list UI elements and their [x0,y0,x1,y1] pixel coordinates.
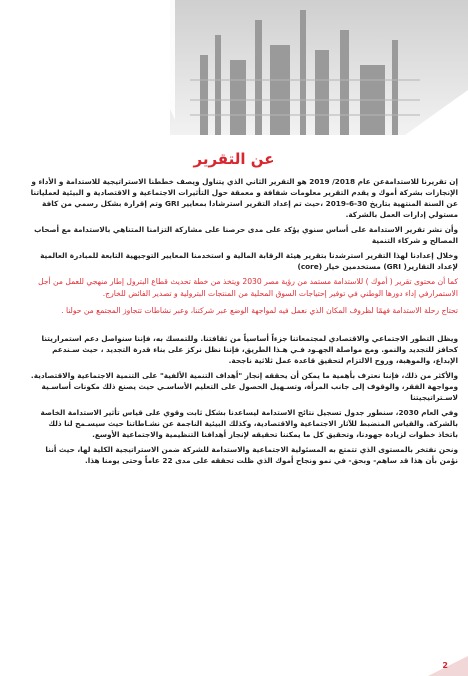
page-title: عن التقرير [193,150,275,168]
highlight-paragraph: تحتاج رحلة الاستدامة فهمًا لظروف المكان الذي نعمل فيه لمواجهة الوضع عبر شركتنا، وعبر نشاطات تتجاوز المجتمع من حولنا . [61,305,458,315]
refinery-header-image [0,0,468,135]
paragraph: ونحن نفتخر بالمستوى الذي تتمتع به المسئولية الاجتماعية والاستدامة للشركة ضمن الاستراتيجية الكلية لها، حيث أننا نؤمن بأن هذا قد ساهم- وبحق- في نمو ونجاح أموك الذي ظلت تحققه على مدى 22 عاماً وحتى يومنا هذا. [45,445,458,466]
corner-decoration [428,656,468,676]
paragraph: وفي العام 2030، سنطور جدول تسجيل نتائج الاستدامة ليساعدنا بشكل ثابت وقوي على قياس تأثير الاستدامة الخاصة بالشركة. والقياس المنضبط للآثار الاجتماعية والاقتصادية، وكذلك البيئية الناجمة عن نشـاطاتنا حيث سيسـمح لنا ذلك باتخاذ خطوات لزيادة جهودنا، وتحقيق كل ما يمكننا تحقيقه لإنجاز أهدافنا التنظيمية والاجتماعية الأوسع. [40,408,458,440]
page-number: 2 [442,661,448,670]
paragraph: إن تقريرنا للاستدامةعن عام 2018/ 2019 هو التقرير الثاني الذي يتناول ويصف خططنا الاستراتيجية للاستدامة و الأداء و الإنجازات بشركة أموك و يقدم التقرير معلومات شفافة و معمقة حول التأثيرات الاجتماعية و الاقتصادية و البيئية لعملياتنا عن السنة المنتهية بتاريخ 30-6-2019 ،حيث تم إعداد التقرير استرشادا بمعايير GRI وتم إقرارة بشكل رسمي من كافة مستولي إدارات العمل بالشركة. [30,177,458,219]
paragraph: وخلال إعدادنا لهذا التقرير استرشدنا بتقرير هيئة الرقابة المالية و استخدمنا المعايير التوجيهية التابعة للمبادرة العالمية لإعداد التقارير( GRI) مستخدمين خيار (core) [40,251,458,271]
body-text [28,176,458,470]
highlight-paragraph: كما أن محتوى تقرير ( أموك ) للاستدامة مستمد من رؤية مصر 2030 ويتخذ من خطة تحديث قطاع البترول إطار منهجي للعمل من أجل الاستمرارفي إداء دورها الوطني في توفير إحتياجات السوق المحلية من المنتجات البترولية و تصدير الفائض للخارج. [38,277,458,299]
paragraph: وأن نشر تقرير الاستدامة على أساس سنوي يؤكد على مدى حرصنا على مشاركة التزامنا المتناهي بالاستدامة مع أصحاب المصالح و شركاء التنمية [34,225,458,245]
paragraph: والأكثر من ذلك، فإننا نعترف بأهمية ما يمكن أن يحققه إنجاز "أهداف التنمية الألفية" على التنمية الاجتماعية والاقتصادية. ومواجهة الفقر، والوقوف إلى جانب المرأة، وتسـهيل الحصول على التعليم الأساسـي حيث يصنع ذلك مكونات أساسـية لاسـتراتيجيتنا [30,371,458,403]
paragraph: ويظل التطور الاجتماعي والاقتصادي لمجتمعاتنا جزءاً أساسياً من ثقافتنا. وللتمسك به، فإننا سنواصل دعم استمراريتنا كحافز للتجديد والنمو. ومع مواصلة الجهـود فـي هـذا الطريق، فإننا نظل نركز على بناء قدرة التجديد ، حيث سـندعم الإبداع، والموهبة، وروح الالتزام لتحقيق قاعدة عمل ثلاثية ناجحة. [41,334,458,366]
